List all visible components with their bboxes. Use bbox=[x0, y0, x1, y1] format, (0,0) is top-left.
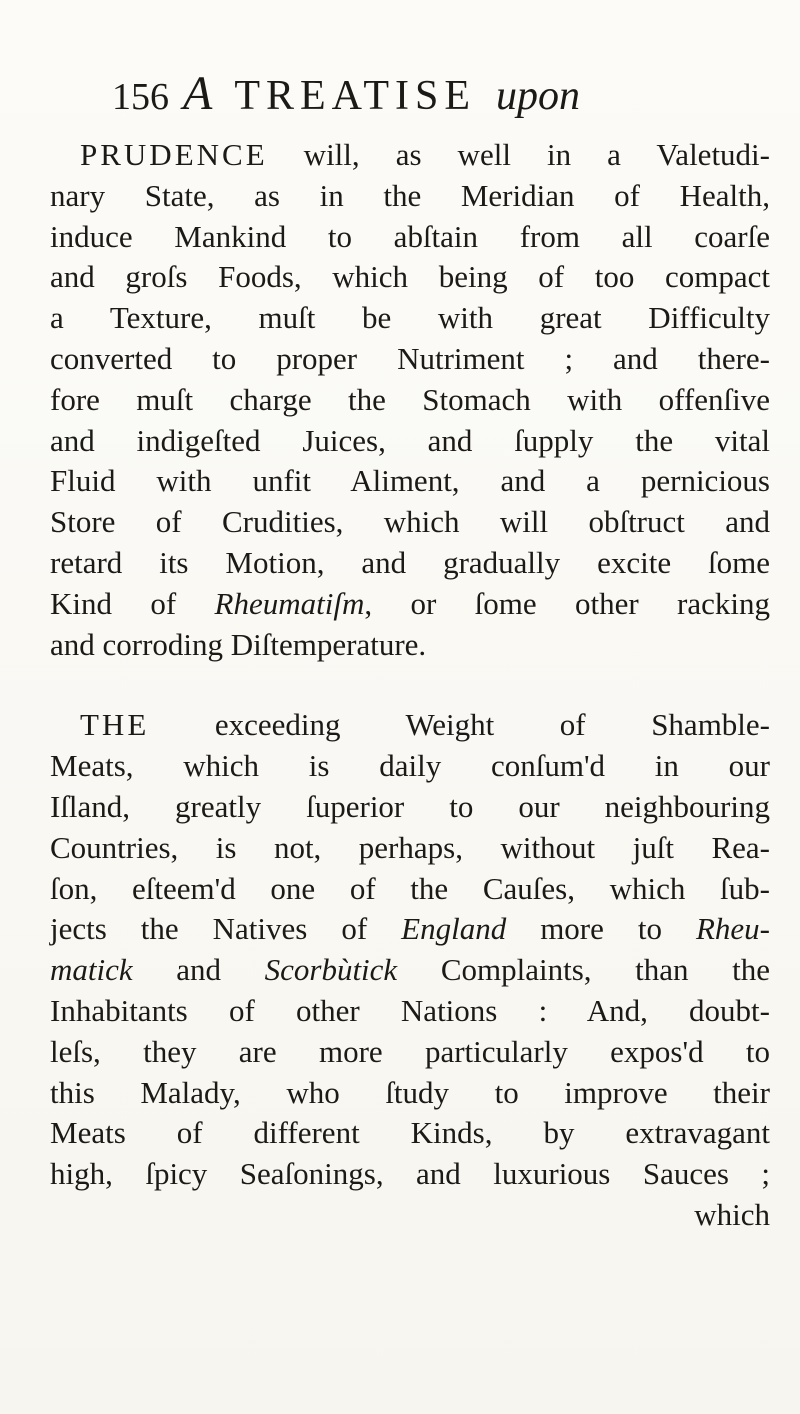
text-line: fore muſt charge the Stomach with offenſive bbox=[50, 381, 770, 417]
text-line: matick and Scorbùtick Complaints, than the bbox=[50, 952, 770, 988]
text-line: nary State, as in the Meridian of Health, bbox=[50, 177, 770, 213]
text-line: this Malady, who ſtudy to improve their bbox=[50, 1074, 770, 1110]
page-number: 156 bbox=[112, 76, 169, 118]
text-line: jects the Natives of England more to Rheu- bbox=[50, 911, 770, 947]
text-line: Store of Crudities, which will obſtruct and bbox=[50, 504, 770, 540]
italic-term: Rheu- bbox=[695, 911, 770, 947]
text-line: Iſland, greatly ſuperior to our neighbouring bbox=[50, 788, 770, 824]
text-line: and indigeſted Juices, and ſupply the vital bbox=[50, 422, 770, 458]
body-text bbox=[50, 135, 770, 1236]
text-line: Countries, is not, perhaps, without juſt Rea- bbox=[50, 829, 770, 865]
text-line: Inhabitants of other Nations : And, doubt- bbox=[50, 992, 770, 1028]
italic-term: matick bbox=[50, 952, 133, 988]
text-line: ſon, eſteem'd one of the Cauſes, which ſub- bbox=[50, 870, 770, 906]
catchword: which bbox=[694, 1196, 770, 1232]
text-line: and corroding Diſtemperature. bbox=[50, 626, 427, 662]
italic-term: England bbox=[401, 911, 507, 947]
text-line: Fluid with unfit Aliment, and a pernicious bbox=[50, 463, 770, 499]
title-main: TREATISE bbox=[234, 73, 476, 119]
italic-term: Rheumatiſm bbox=[214, 585, 365, 621]
text-line: and groſs Foods, which being of too compact bbox=[50, 259, 770, 295]
text-line: high, ſpicy Seaſonings, and luxurious Sauces ; bbox=[50, 1156, 770, 1192]
text-line: converted to proper Nutriment ; and there- bbox=[50, 340, 770, 376]
text-line: Meats, which is daily conſum'd in our bbox=[50, 748, 770, 784]
text-line: PRUDENCE will, as well in a Valetudi- bbox=[80, 137, 770, 172]
running-head bbox=[112, 66, 752, 120]
text-line: leſs, they are more particularly expos'd to bbox=[50, 1033, 770, 1069]
drop-word: THE bbox=[80, 707, 150, 743]
text-line: Meats of different Kinds, by extravagant bbox=[50, 1115, 770, 1151]
text-line: a Texture, muſt be with great Difficulty bbox=[50, 300, 770, 336]
text-line: induce Mankind to abſtain from all coarſe bbox=[50, 218, 770, 254]
text-line: Kind of Rheumatiſm, or ſome other racking bbox=[50, 585, 770, 621]
italic-term: Scorbùtick bbox=[264, 952, 398, 988]
title-upon: upon bbox=[495, 73, 580, 119]
text-line: THE exceeding Weight of Shamble- bbox=[80, 707, 770, 743]
drop-word: PRUDENCE bbox=[80, 137, 268, 172]
title-article: A bbox=[183, 67, 213, 120]
text-line: retard its Motion, and gradually excite ſome bbox=[50, 544, 770, 580]
